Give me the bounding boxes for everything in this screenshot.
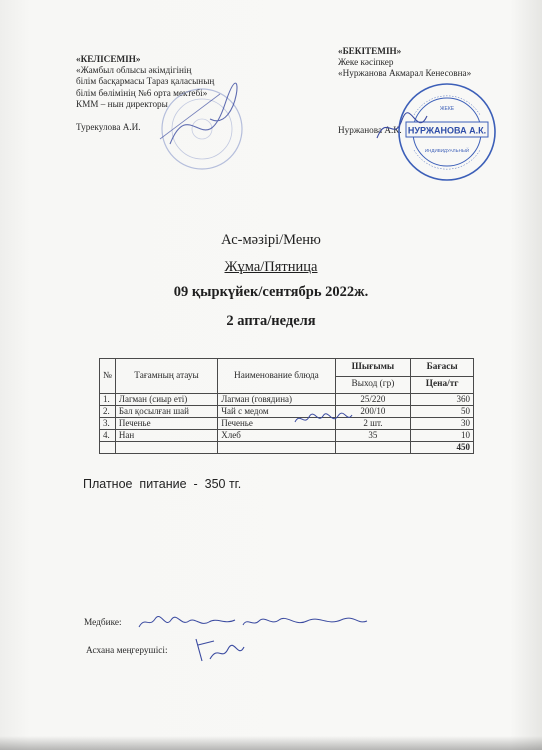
approval-signer-right: Нуржанова А.К. (338, 124, 402, 135)
cell-yield: 35 (335, 430, 411, 442)
table-row (100, 418, 474, 430)
approval-line: «Жамбыл облысы әкімдігінің (76, 65, 192, 76)
cell-name-ru: Лагман (говядина) (218, 394, 335, 406)
svg-text:ЖЕКЕ: ЖЕКЕ (439, 106, 455, 112)
approval-line: «Нуржанова Акмарал Кенесовна» (338, 68, 472, 79)
handwritten-mark-icon (292, 410, 354, 428)
cell-no: 3. (100, 418, 116, 430)
cell-price: 30 (411, 418, 474, 430)
table-row (100, 394, 474, 406)
day-title: Жұма/Пятница (224, 259, 318, 275)
col-header-name-kz: Тағамның атауы (115, 359, 217, 394)
approval-line: білім бөлімінің №6 орта мектебі» (76, 87, 208, 98)
svg-text:НУРЖАНОВА А.К.: НУРЖАНОВА А.К. (407, 125, 487, 136)
col-header-no: № (100, 359, 116, 394)
approval-line: КММ – нын директоры (76, 98, 168, 109)
cell-name-kz: Нан (115, 430, 217, 442)
cell-name-ru: Чай с медом (218, 406, 335, 418)
cell-price: 360 (411, 394, 474, 406)
nurse-signature-icon (135, 613, 370, 633)
cell-yield: 200/10 (335, 406, 411, 418)
approval-signer-left: Турекулова А.И. (76, 122, 141, 133)
cell-total: 450 (411, 442, 474, 454)
approver-signature-icon (372, 108, 432, 148)
svg-text:ИНДИВИДУАЛЬНЫЙ: ИНДИВИДУАЛЬНЫЙ (424, 148, 470, 153)
cell-price: 50 (411, 406, 474, 418)
table-header-row (100, 359, 474, 377)
cell-name-kz: Печенье (115, 418, 217, 430)
menu-title: Ас-мәзірі/Меню (221, 232, 321, 248)
cell-yield: 2 шт. (335, 418, 411, 430)
scan-shadow (0, 736, 542, 750)
cell-name-kz: Бал қосылған шай (115, 406, 217, 418)
cell-no: 1. (100, 394, 116, 406)
cell-name-ru: Печенье (218, 418, 335, 430)
approval-line: білім басқармасы Тараз қаласының (76, 76, 215, 87)
week-title: 2 апта/неделя (226, 313, 316, 329)
canteen-head-label: Асхана меңгерушісі: (86, 646, 168, 656)
table-row (100, 406, 474, 418)
cell-name-ru: Хлеб (218, 430, 335, 442)
table-row (100, 430, 474, 442)
cell-no: 4. (100, 430, 116, 442)
canteen-head-signature-icon (188, 633, 248, 665)
cell-price: 10 (411, 430, 474, 442)
school-seal-icon (150, 84, 250, 174)
col-header-price-kz: Бағасы (411, 359, 474, 377)
approval-line: Жеке кәсіпкер (338, 57, 394, 68)
paid-meal-note: Платное питание - 350 тг. (83, 477, 242, 491)
cell-no: 2. (100, 406, 116, 418)
nurse-label: Медбике: (84, 618, 122, 628)
menu-table (99, 358, 474, 454)
approval-heading-left: «КЕЛІСЕМІН» (76, 54, 141, 64)
cell-name-kz: Лагман (сиыр еті) (115, 394, 217, 406)
col-header-yield-kz: Шығымы (335, 359, 411, 377)
date-title: 09 қыркүйек/сентябрь 2022ж. (173, 284, 369, 300)
cell-yield: 25/220 (335, 394, 411, 406)
col-header-price-ru: Цена/тг (411, 376, 474, 394)
col-header-name-ru: Наименование блюда (218, 359, 335, 394)
col-header-yield-ru: Выход (гр) (335, 376, 411, 394)
table-total-row (100, 442, 474, 454)
approval-heading-right: «БЕКІТЕМІН» (338, 46, 402, 56)
